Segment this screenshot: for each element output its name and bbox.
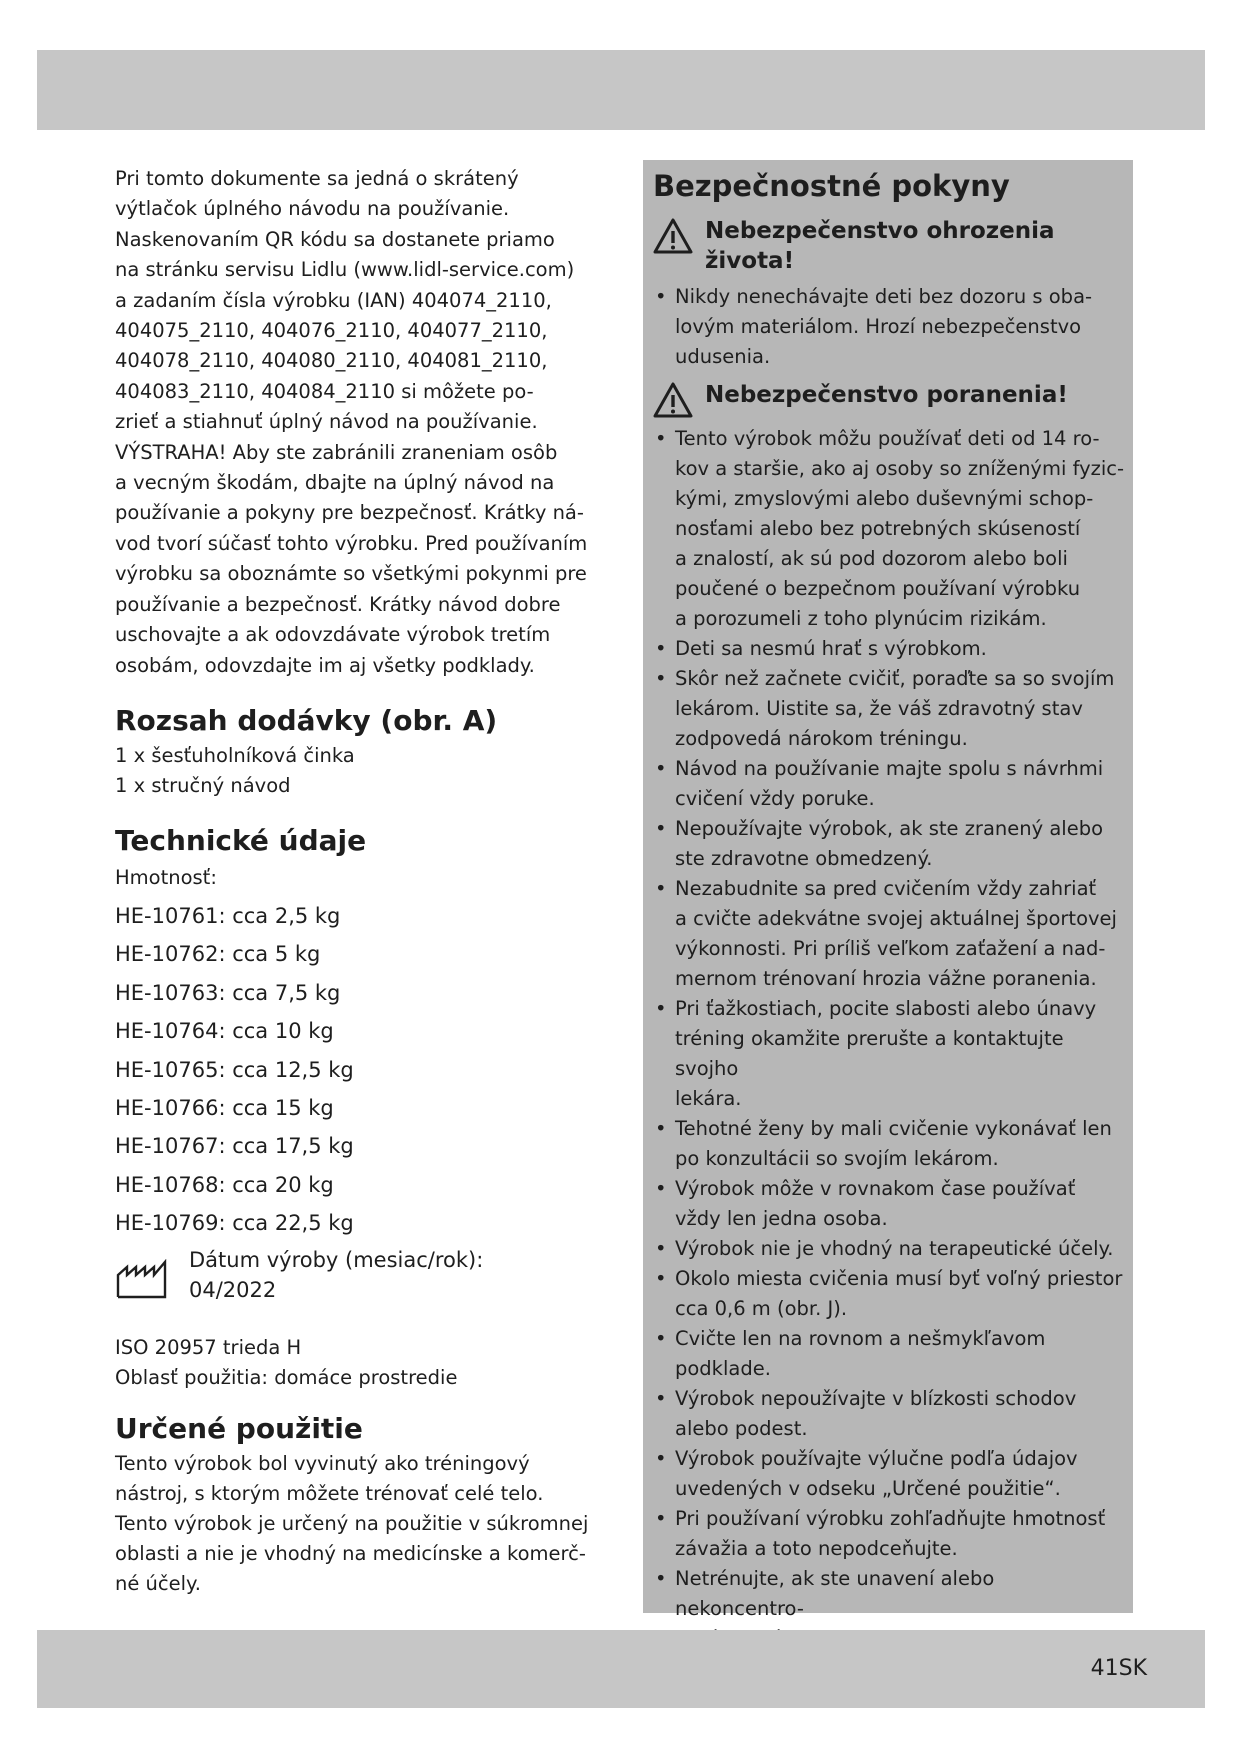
intro-line: a zadaním čísla výrobku (IAN) 404074_2110, (115, 288, 552, 312)
warning-triangle-icon (653, 382, 693, 418)
technical-heading: Technické údaje (115, 823, 367, 857)
weight-item: HE-10765: cca 12,5 kg (115, 1057, 354, 1082)
warning-title-line: Nebezpečenstvo ohrozenia (705, 218, 1055, 244)
safety-bullet-line: • Nikdy nenechávajte deti bez dozoru s oba- (675, 285, 1093, 308)
safety-bullet-line: • Pri ťažkostiach, pocite slabosti alebo únavy (675, 997, 1097, 1020)
safety-bullet-line: • Tehotné ženy by mali cvičenie vykonávať len (675, 1117, 1112, 1140)
warning-triangle-icon (653, 218, 693, 254)
intro-line: VÝSTRAHA! Aby ste zabránili zraneniam osôb (115, 440, 558, 464)
safety-bullet-line: mernom trénovaní hrozia vážne poranenia. (675, 967, 1097, 990)
safety-bullet-line: ste zdravotne obmedzený. (675, 847, 933, 870)
warning-injury (653, 380, 1125, 418)
safety-bullet (653, 1114, 1125, 1174)
intro-line: vod tvorí súčasť tohto výrobku. Pred používaním (115, 531, 588, 555)
manufacture-date-label: Dátum výroby (mesiac/rok): (189, 1247, 484, 1272)
safety-bullet-line: • Výrobok nie je vhodný na terapeutické účely. (675, 1237, 1114, 1260)
safety-bullet-line: nosťami alebo bez potrebných skúseností (675, 517, 1081, 540)
safety-bullet (653, 814, 1125, 874)
intro-paragraph (115, 164, 625, 681)
delivery-list (115, 741, 625, 801)
safety-bullet (653, 874, 1125, 994)
delivery-item: 1 x stručný návod (115, 773, 291, 797)
intended-use-line: oblasti a nie je vhodný na medicínske a komerč- (115, 1541, 586, 1565)
intro-line: na stránku servisu Lidlu (www.lidl-service.com) (115, 258, 575, 282)
safety-bullet-line: lovým materiálom. Hrozí nebezpečenstvo (675, 315, 1082, 338)
safety-bullet-line: tréning okamžite prerušte a kontaktujte svojho (675, 1027, 1064, 1080)
warning-life-title (705, 216, 1055, 276)
safety-bullet (653, 994, 1125, 1114)
page-number: 41SK (1090, 1656, 1147, 1681)
intro-line: výrobku sa oboznámte so všetkými pokynmi pre (115, 562, 587, 586)
safety-bullet (653, 1324, 1125, 1384)
manufacture-date-block (115, 1245, 625, 1305)
intended-use-line: Tento výrobok bol vyvinutý ako tréningový (115, 1451, 530, 1475)
warning-title-line: Nebezpečenstvo poranenia! (705, 382, 1068, 408)
safety-heading: Bezpečnostné pokyny (653, 169, 1010, 203)
intro-line: 404078_2110, 404080_2110, 404081_2110, (115, 349, 548, 373)
safety-bullet (653, 1264, 1125, 1324)
iso-standard: ISO 20957 trieda H (115, 1335, 302, 1359)
safety-bullet (653, 424, 1125, 634)
safety-bullet-line: • Okolo miesta cvičenia musí byť voľný priestor (675, 1267, 1123, 1290)
safety-bullet (653, 1174, 1125, 1234)
safety-bullet (653, 282, 1125, 372)
weight-item: HE-10762: cca 5 kg (115, 942, 321, 967)
left-column (115, 164, 625, 1599)
safety-bullet-line: • Návod na používanie majte spolu s návrhmi (675, 757, 1104, 780)
intro-line: Pri tomto dokumente sa jedná o skrátený (115, 167, 519, 190)
safety-bullet-line: • Výrobok používajte výlučne podľa údajov (675, 1447, 1078, 1470)
footer-band (37, 1630, 1205, 1708)
safety-bullet-line: a cvičte adekvátne svojej aktuálnej športovej (675, 907, 1117, 930)
warning-injury-list (653, 424, 1125, 1684)
safety-bullet-line: a znalostí, ak sú pod dozorom alebo boli (675, 547, 1068, 570)
safety-bullet-line: • Deti sa nesmú hrať s výrobkom. (675, 637, 987, 660)
weight-item: HE-10761: cca 2,5 kg (115, 903, 341, 928)
weight-item: HE-10769: cca 22,5 kg (115, 1211, 354, 1236)
safety-bullet-line: cvičení vždy poruke. (675, 787, 875, 810)
intro-line: 404083_2110, 404084_2110 si môžete po- (115, 379, 534, 403)
safety-bullet (653, 634, 1125, 664)
intro-line: zrieť a stiahnuť úplný návod na používanie. (115, 410, 538, 434)
intended-use-line: Tento výrobok je určený na použitie v súkromnej (115, 1511, 589, 1535)
safety-bullet (653, 664, 1125, 754)
intended-use-heading: Určené použitie (115, 1411, 363, 1445)
safety-bullet-line: kými, zmyslovými alebo duševnými schop- (675, 487, 1094, 510)
intro-line: a vecným škodám, dbajte na úplný návod na (115, 471, 555, 495)
safety-bullet-line: závažia a toto nepodceňujte. (675, 1537, 958, 1560)
safety-bullet-line: poučené o bezpečnom používaní výrobku (675, 577, 1081, 600)
intro-line: používanie a pokyny pre bezpečnosť. Krátky ná- (115, 501, 584, 525)
intro-line: používanie a bezpečnosť. Krátky návod dobre (115, 592, 561, 616)
safety-bullet (653, 1234, 1125, 1264)
intro-line: osobám, odovzdajte im aj všetky podklady. (115, 653, 535, 677)
warning-title-line: života! (705, 248, 795, 274)
usage-area: Oblasť použitia: domáce prostredie (115, 1365, 458, 1389)
intro-line: Naskenovaním QR kódu sa dostanete priamo (115, 227, 555, 251)
safety-bullet-line: zodpovedá nárokom tréningu. (675, 727, 968, 750)
safety-bullet-line: vždy len jedna osoba. (675, 1207, 888, 1230)
header-band (37, 50, 1205, 130)
safety-bullet-line: alebo podest. (675, 1417, 808, 1440)
safety-bullet-line: • Výrobok nepoužívajte v blízkosti schodov (675, 1387, 1077, 1410)
intro-line: uschovajte a ak odovzdávate výrobok tretím (115, 623, 551, 647)
safety-bullet-line: • Pri používaní výrobku zohľadňujte hmotnosť (675, 1507, 1106, 1530)
safety-bullet (653, 1384, 1125, 1444)
safety-bullet-line: výkonnosti. Pri príliš veľkom zaťažení a nad- (675, 937, 1106, 960)
warning-life-list (653, 282, 1125, 372)
weight-item: HE-10766: cca 15 kg (115, 1095, 334, 1120)
warning-injury-title (705, 380, 1068, 410)
safety-bullet-line: • Cvičte len na rovnom a nešmykľavom podklade. (675, 1327, 1046, 1380)
safety-bullet (653, 1444, 1125, 1504)
safety-bullet-line: • Výrobok môže v rovnakom čase používať (675, 1177, 1076, 1200)
weight-item: HE-10764: cca 10 kg (115, 1019, 334, 1044)
safety-bullet-line: po konzultácii so svojím lekárom. (675, 1147, 999, 1170)
safety-bullet-line: udusenia. (675, 345, 771, 368)
safety-bullet-line: • Tento výrobok môžu používať deti od 14 ro- (675, 427, 1100, 450)
safety-bullet (653, 1504, 1125, 1564)
weight-item: HE-10767: cca 17,5 kg (115, 1134, 354, 1159)
delivery-heading: Rozsah dodávky (obr. A) (115, 703, 498, 737)
safety-bullet (653, 754, 1125, 814)
intended-use-line: né účely. (115, 1571, 202, 1595)
intended-use-paragraph (115, 1449, 625, 1599)
delivery-item: 1 x šesťuholníková činka (115, 743, 355, 767)
manufacture-date-icon (115, 1259, 171, 1299)
safety-bullet-line: • Netrénujte, ak ste unavení alebo nekoncentro- (675, 1567, 995, 1620)
weight-label: Hmotnosť: (115, 865, 217, 889)
weight-item: HE-10768: cca 20 kg (115, 1172, 334, 1197)
safety-bullet-line: lekára. (675, 1087, 742, 1110)
manufacture-date-value: 04/2022 (189, 1277, 277, 1302)
safety-bullet-line: uvedených v odseku „Určené použitie“. (675, 1477, 1061, 1500)
warning-life (653, 216, 1125, 276)
safety-bullet-line: a porozumeli z toho plynúcim rizikám. (675, 607, 1047, 630)
safety-bullet-line: • Nezabudnite sa pred cvičením vždy zahriať (675, 877, 1097, 900)
safety-bullet-line: lekárom. Uistite sa, že váš zdravotný stav (675, 697, 1083, 720)
safety-bullet-line: kov a staršie, ako aj osoby so zníženými fyzic- (675, 457, 1125, 480)
intended-use-line: nástroj, s ktorým môžete trénovať celé telo. (115, 1481, 544, 1505)
intro-line: 404075_2110, 404076_2110, 404077_2110, (115, 319, 548, 343)
safety-bullet-line: • Skôr než začnete cvičiť, poraďte sa so svojím (675, 667, 1115, 690)
safety-bullet-line: • Nepoužívajte výrobok, ak ste zranený alebo (675, 817, 1104, 840)
safety-box (643, 160, 1133, 1620)
weight-list (115, 897, 625, 1243)
intro-line: výtlačok úplného návodu na používanie. (115, 197, 510, 221)
safety-bullet-line: cca 0,6 m (obr. J). (675, 1297, 848, 1320)
weight-item: HE-10763: cca 7,5 kg (115, 980, 341, 1005)
